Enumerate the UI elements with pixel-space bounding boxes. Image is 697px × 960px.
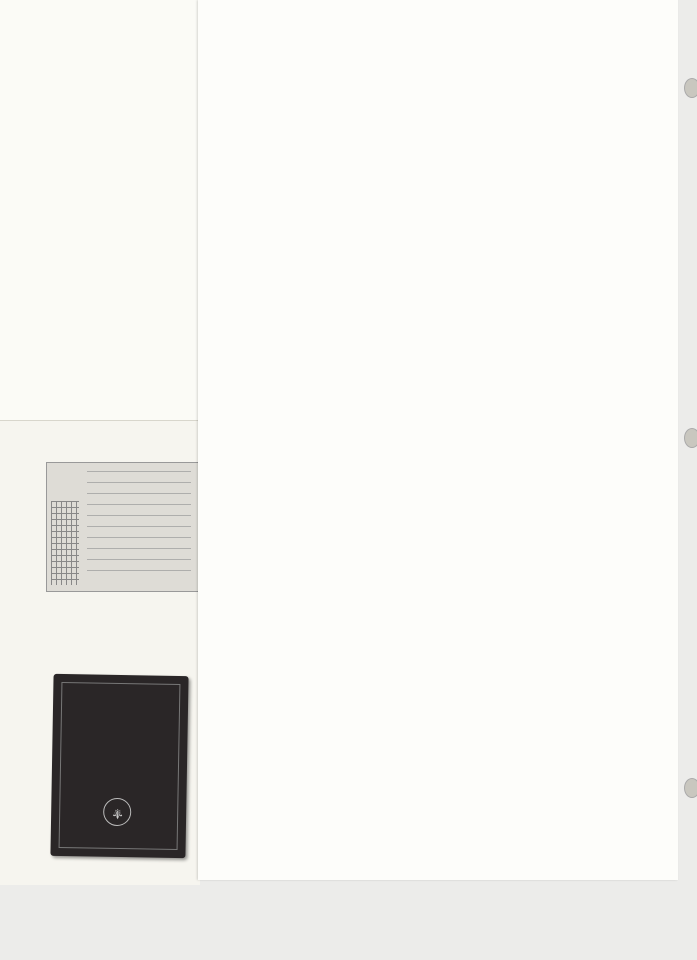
book-subtitle: [61, 765, 178, 767]
book-title: [61, 765, 178, 767]
boys-life-text: [4, 40, 196, 54]
form-thumbnail-lines: [87, 471, 191, 581]
book-troop-label: [61, 765, 178, 767]
binder-hole: [684, 428, 697, 448]
binder-hole: [684, 778, 697, 798]
left-page: [0, 0, 200, 885]
boys-life-info-card: [0, 0, 200, 421]
binder-hole: [684, 78, 697, 98]
book-cover: [59, 682, 181, 850]
form-thumbnail-grid: [51, 501, 79, 585]
financial-record-book-image: [50, 674, 188, 858]
form-thumbnail-image: [46, 462, 200, 592]
ledger-table: [198, 0, 678, 880]
scout-emblem-icon: [103, 798, 131, 826]
ledger-page: [198, 0, 678, 880]
